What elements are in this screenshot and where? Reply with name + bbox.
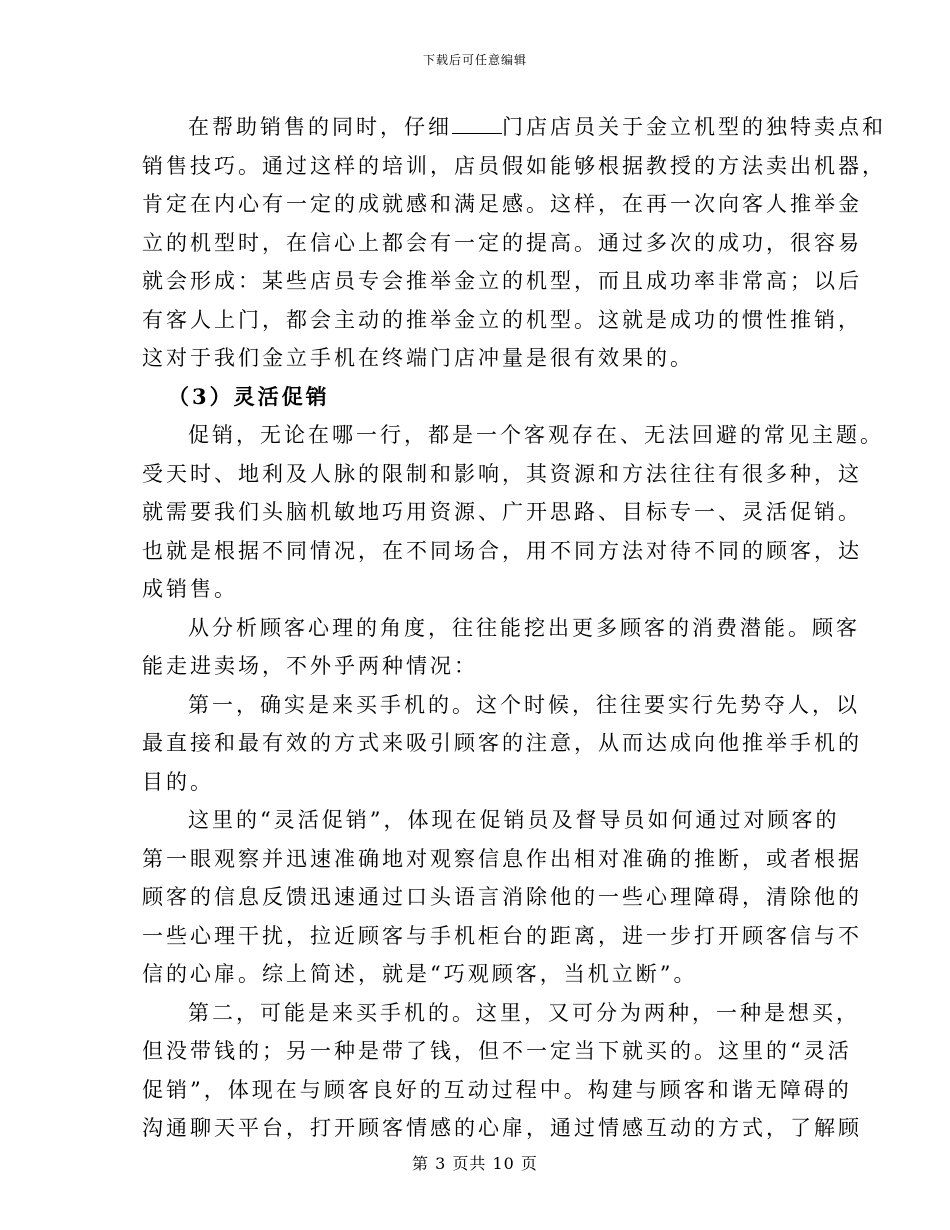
- text-line: 最直接和最有效的方式来吸引顾客的注意，从而达成向他推举手机的: [142, 731, 862, 755]
- text-line: 销售技巧。通过这样的培训，店员假如能够根据教授的方法卖出机器，: [142, 153, 886, 178]
- text-line: 能走进卖场，不外乎两种情况：: [142, 654, 478, 678]
- text-line: 促销”，体现在与顾客良好的互动过程中。构建与顾客和谐无障碍的: [142, 1077, 852, 1102]
- text-line: 从分析顾客心理的角度，往往能挖出更多顾客的消费潜能。顾客: [188, 615, 860, 640]
- text-line: 目的。: [142, 769, 214, 794]
- text-line: 顾客的信息反馈迅速通过口头语言消除他的一些心理障碍，清除他的: [142, 885, 862, 909]
- text-line: 一些心理干扰，拉近顾客与手机柜台的距离，进一步打开顾客信与不: [142, 923, 862, 948]
- text-line: 沟通聊天平台，打开顾客情感的心扉，通过情感互动的方式，了解顾: [142, 1116, 862, 1140]
- text-line: 就需要我们头脑机敏地巧用资源、广开思路、目标专一、灵活促销。: [142, 500, 862, 524]
- text-line: 第一眼观察并迅速准确地对观察信息作出相对准确的推断，或者根据: [142, 846, 862, 871]
- page-header: 下载后可任意编辑: [422, 53, 527, 67]
- text-line: [142, 108, 886, 147]
- text-line-part: 门店店员关于金立机型的独特卖点和: [502, 115, 886, 139]
- text-line: 肯定在内心有一定的成就感和满足感。这样，在再一次向客人推举金: [142, 192, 862, 216]
- text-line: 立的机型时，在信心上都会有一定的提高。通过多次的成功，很容易: [142, 230, 862, 255]
- text-line: 促销，无论在哪一行，都是一个客观存在、无法回避的常见主题。: [188, 423, 884, 447]
- text-line: 有客人上门，都会主动的推举金立的机型。这就是成功的惯性推销，: [142, 307, 862, 332]
- section-heading: （3）灵活促销: [168, 383, 330, 409]
- text-line: 信的心扉。综上简述，就是“巧观顾客，当机立断”。: [142, 962, 698, 986]
- document-body: [142, 108, 886, 1148]
- page-number: 第 3 页共 10 页: [412, 1154, 538, 1173]
- text-line: 这对于我们金立手机在终端门店冲量是很有效果的。: [142, 346, 694, 370]
- text-line: 受天时、地利及人脉的限制和影响，其资源和方法往往有很多种，这: [142, 461, 862, 486]
- text-line: 也就是根据不同情况，在不同场合，用不同方法对待不同的顾客，达: [142, 538, 862, 563]
- text-line: 第二，可能是来买手机的。这里，又可分为两种，一种是想买，: [188, 1000, 860, 1025]
- text-line-part: 在帮助销售的同时，仔细: [188, 115, 452, 139]
- fill-in-blank: [452, 115, 502, 134]
- text-line: 这里的“灵活促销”，体现在促销员及督导员如何通过对顾客的: [188, 808, 840, 832]
- text-line: 但没带钱的；另一种是带了钱，但不一定当下就买的。这里的“灵活: [142, 1039, 852, 1063]
- text-line: 第一，确实是来买手机的。这个时候，往往要实行先势夺人，以: [188, 692, 860, 717]
- text-line: 成销售。: [142, 577, 238, 601]
- text-line: 就会形成：某些店员专会推举金立的机型，而且成功率非常高；以后: [142, 269, 862, 293]
